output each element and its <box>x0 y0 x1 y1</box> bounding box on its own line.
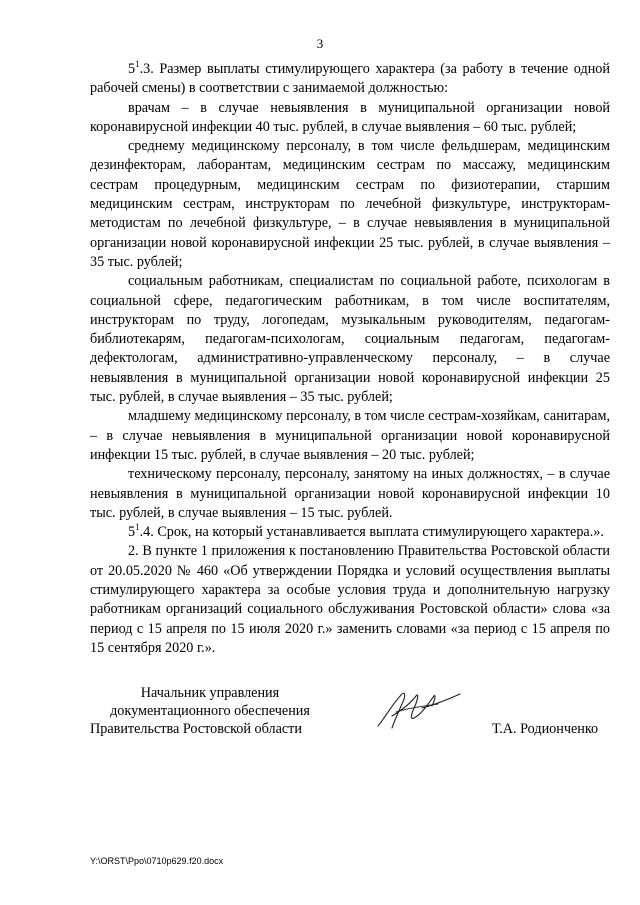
paragraph-mid-level-medical-staff: среднему медицинскому персоналу, в том числе фельдшерам, медицинским дезинфекторам, лаборантам, медицинским сестрам по массажу, медицинским сестрам процедурным, медицинским сестрам по физиотерапии, старшим медицинским сестрам, инструкторам по лечебной физкультуре, инструкторам-методистам по лечебной физкультуре, – в случае невыявления в муниципальной организации новой коронавирусной инфекции 25 тыс. рублей, в случае выявления – 35 тыс. рублей; <box>90 138 610 270</box>
paragraph-5-1-3 <box>90 60 610 99</box>
paragraph-5-1-4 <box>90 523 610 542</box>
document-body <box>90 60 610 658</box>
paragraph-text: .4. Срок, на который устанавливается выплата стимулирующего характера.». <box>139 524 604 541</box>
paragraph-technical-staff: техническому персоналу, персоналу, занятому на иных должностях, – в случае невыявления в муниципальной организации новой коронавирусной инфекции 10 тыс. рублей, в случае выявления – 15 тыс. рублей. <box>90 466 610 521</box>
signatory-title-line-1: Начальник управления <box>140 685 280 701</box>
file-path: Y:\ORST\Ppo\0710p629.f20.docx <box>90 856 224 866</box>
clause-superscript: 1 <box>135 59 140 69</box>
paragraph-text: .3. Размер выплаты стимулирующего характера (за работу в течение одной рабочей смены) в соответствии с занимаемой должностью: <box>90 61 610 97</box>
paragraph-junior-medical-staff: младшему медицинскому персоналу, в том числе сестрам-хозяйкам, санитарам, – в случае невыявления в муниципальной организации новой коронавирусной инфекции 15 тыс. рублей, в случае выявления – 20 тыс. рублей; <box>90 408 610 463</box>
signatory-title <box>90 684 330 738</box>
clause-prefix: 5 <box>128 524 136 541</box>
signatory-name: Т.А. Родионченко <box>492 721 599 737</box>
handwritten-signature <box>372 686 464 734</box>
page-number: 3 <box>316 36 324 51</box>
signatory-title-line-3: Правительства Ростовской области <box>90 721 302 737</box>
signatory-title-line-2: документационного обеспечения <box>110 703 310 719</box>
paragraph-2-amendment: 2. В пункте 1 приложения к постановлению Правительства Ростовской области от 20.05.2020 № 460 «Об утверждении Порядка и условий осуществления выплаты стимулирующего характера за особые условия труда и дополнительную нагрузку работникам организаций социального обслуживания Ростовской области» слова «за период с 15 апреля по 15 июля 2020 г.» заменить словами «за период с 15 апреля по 15 сентября 2020 г.». <box>90 543 610 656</box>
clause-prefix: 5 <box>128 61 136 77</box>
paragraph-social-workers: социальным работникам, специалистам по социальной работе, психологам в социальной сфере, педагогическим работникам, в том числе воспитателям, инструкторам по труду, логопедам, музыкальным руководителям, педагогам-библиотекарям, педагогам-психологам, социальным педагогам, педагогам-дефектологам, административно-управленческому персоналу, – в случае невыявления в муниципальной организации новой коронавирусной инфекции 25 тыс. рублей, в случае выявления – 35 тыс. рублей; <box>90 273 610 406</box>
clause-superscript: 1 <box>135 522 140 533</box>
paragraph-doctors: врачам – в случае невыявления в муниципальной организации новой коронавирусной инфекции 40 тыс. рублей, в случае выявления – 60 тыс. рублей; <box>90 99 610 135</box>
signature-block <box>90 684 610 738</box>
